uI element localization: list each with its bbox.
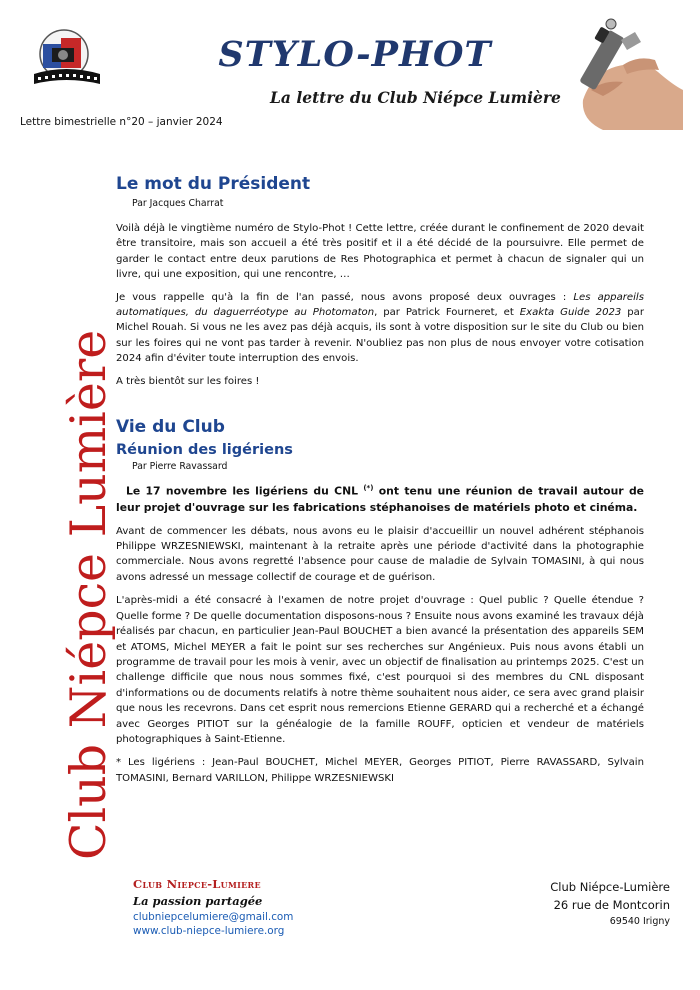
- footer-website-link[interactable]: www.club-niepce-lumiere.org: [133, 925, 285, 937]
- address-line-3: 69540 Irigny: [609, 916, 670, 927]
- vie-du-club-heading: Vie du Club: [116, 417, 225, 438]
- issue-info: Lettre bimestrielle n°20 – janvier 2024: [20, 116, 223, 128]
- address-line-1: Club Niépce-Lumière: [550, 880, 670, 894]
- president-byline: Par Jacques Charrat: [132, 198, 224, 209]
- president-heading: Le mot du Président: [116, 174, 311, 194]
- club-vertical-title: Club Niépce Lumière: [60, 329, 117, 860]
- reunion-paragraph-2: L'après-midi a été consacré à l'examen de notre projet d'ouvrage : Quel public ? Quelle étendue ? Quelle forme ? De quelle documentation disposons-nous ? Ensuite nous avons examiné les travaux déjà réalisés par chacun, en particulier Jean-Paul BOUCHET a bien avancé la présentation des appareils SEM et ATOMS, Michel MEYER a fait le point sur ses recherches sur Angénieux. Puis nous avons établi un programme de travail pour les mois à venir, avec un objectif de finalisation au printemps 2025. C'est un challenge difficile que nous nous sommes fixé, c'est pourquoi si des membres du CNL disposant d'informations ou de documents relatifs à notre thème souhaitent nous aider, ce sera avec grand plaisir que nous les recevrons. Dans cet esprit nous remercions Etienne GERARD qui a recherché et a échangé avec Georges PITIOT sur la généalogie de la famille ROUFF, opticien et vendeur de matériels photographiques à Saint-Etienne.: [116, 595, 644, 745]
- president-paragraph-2: Je vous rappelle qu'à la fin de l'an passé, nous avons proposé deux ouvrages : Les appareils automatiques, du daguerréotype au Photomaton, par Patrick Fourneret, et Exakta Guide 2023 par Michel Rouah. Si vous ne les avez pas déjà acquis, ils sont à votre disposition sur le site du Club ou bien sur les foires qui ne vont pas tarder à revenir. N'oubliez pas non plus de nous envoyer votre cotisation 2024 afin d'éviter toute interruption des envois.: [116, 291, 644, 365]
- footer-club-name: Club Niepce-Lumiere: [133, 877, 261, 891]
- footer-address: [540, 878, 670, 930]
- reunion-paragraph-1: Avant de commencer les débats, nous avons eu le plaisir d'accueillir un nouvel adhérent stéphanois Philippe WRZESNIEWSKI, maintenant à la retraite après une période d'activité dans la photographie commerciale. Nous avons regretté l'absence pour cause de maladie de Sylvain TOMASINI, à qui nous avons adressé un message collectif de courage et de guérison.: [116, 525, 644, 583]
- footer-tagline: La passion partagée: [133, 894, 263, 908]
- president-paragraph-1: Voilà déjà le vingtième numéro de Stylo-Phot ! Cette lettre, créée durant le confinement de 2020 devait être transitoire, mais son accueil a été très positif et il a été décidé de la poursuivre. Elle permet de garder le contact entre deux parutions de Res Photographica et permet à chacun de signaler qui un livre, qui une exposition, qui une rencontre, …: [116, 223, 644, 281]
- address-line-2: 26 rue de Montcorin: [553, 898, 670, 912]
- footer-contact: [133, 877, 293, 937]
- reunion-byline: Par Pierre Ravassard: [132, 461, 228, 473]
- footer-email-link[interactable]: clubniepcelumiere@gmail.com: [133, 911, 294, 923]
- hand-holding-camera-image: [563, 10, 683, 130]
- club-logo: [30, 26, 102, 92]
- ligeriens-note: * Les ligériens : Jean-Paul BOUCHET, Michel MEYER, Georges PITIOT, Pierre RAVASSARD, Sylvain TOMASINI, Bernard VARILLON, Philippe WRZESNIEWSKI: [116, 757, 644, 784]
- president-paragraph-3: A très bientôt sur les foires !: [116, 375, 260, 387]
- newsletter-subtitle: La lettre du Club Niépce Lumière: [270, 88, 561, 107]
- reunion-lead: Le 17 novembre les ligériens du CNL (*) ont tenu une réunion de travail autour de leur projet d'ouvrage sur les fabrications stéphanoises de matériels photo et cinéma.: [116, 484, 644, 514]
- newsletter-title: STYLO-PHOT: [218, 34, 492, 75]
- main-content: [116, 174, 644, 786]
- reunion-subheading: Réunion des ligériens: [116, 442, 293, 459]
